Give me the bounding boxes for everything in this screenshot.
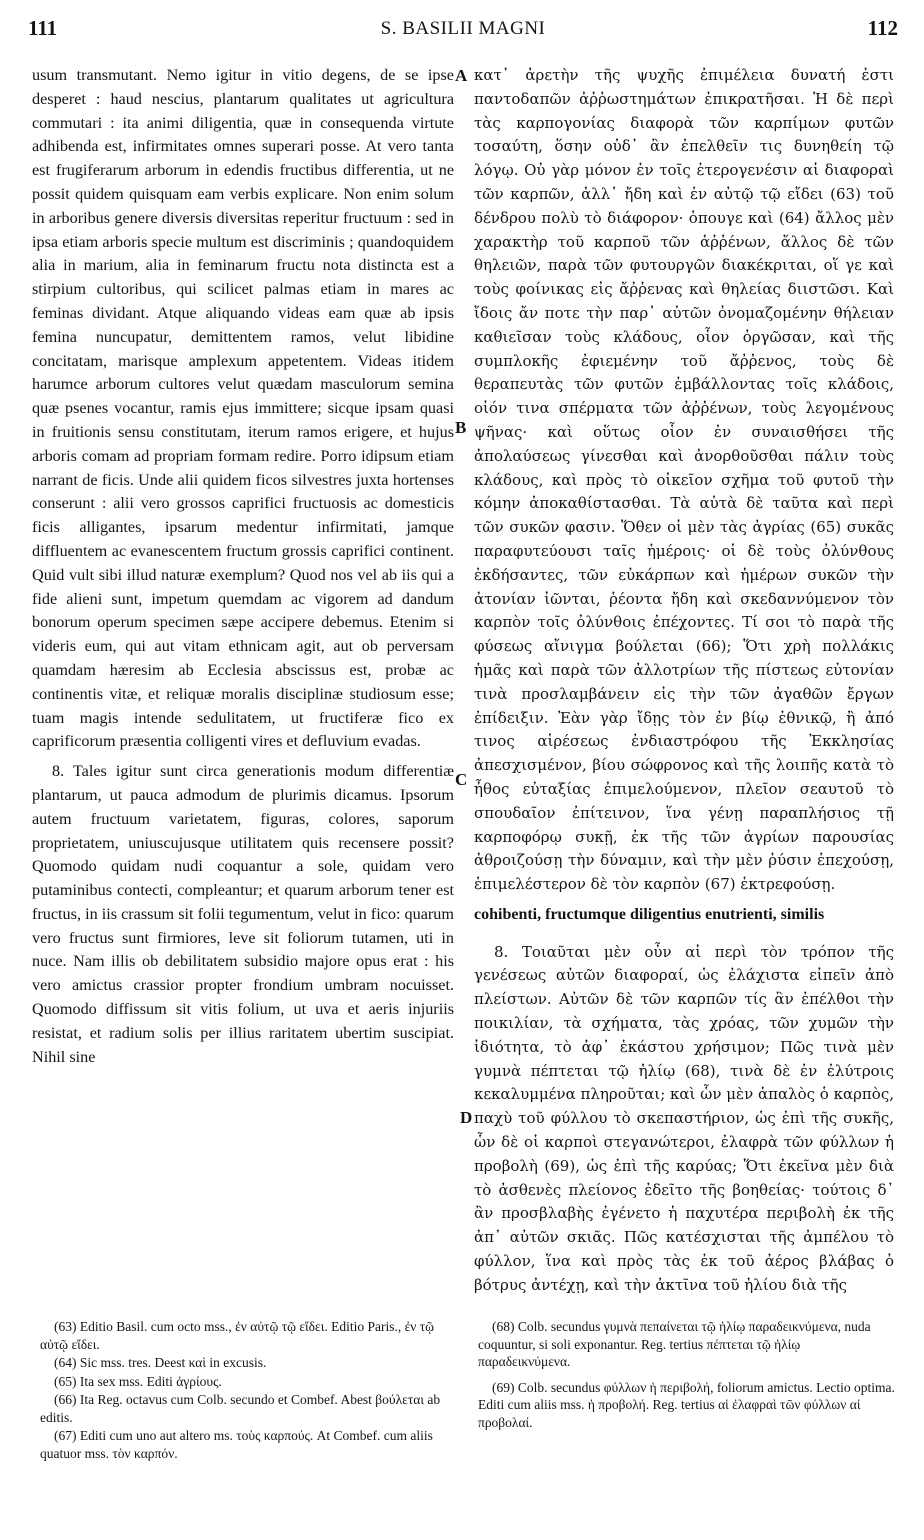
footnote-66: (66) Ita Reg. octavus cum Colb. secundo et Combef. Abest βούλεται ab editis. xyxy=(40,1392,441,1425)
footnote-69: (69) Colb. secundus φύλλων ἡ περιβολή, foliorum amictus. Lectio optima. Editi cum aliis mss. ἡ προβολή. Reg. tertius αἱ ἐλαφραὶ τῶν φύλλων αἱ προβολαί. xyxy=(478,1379,895,1430)
footnote-67: (67) Editi cum uno aut altero ms. τοὺς καρπούς. At Combef. cum aliis quatuor mss. τὸν καρπόν. xyxy=(40,1428,433,1461)
footnote-63: (63) Editio Basil. cum octo mss., ἐν αὐτῷ τῷ εἴδει. Editio Paris., ἐν τῷ αὐτῷ εἴδει. xyxy=(40,1319,435,1352)
footnote-68: (68) Colb. secundus γυμνὰ πεπαίνεται τῷ ἡλίῳ παραδεικνύμενα, nuda coquuntur, si soli exponantur. Reg. tertius πέπτεται τῷ ἡλίῳ παραδεικνύμενα. xyxy=(478,1319,871,1369)
footnotes-right xyxy=(478,1318,896,1439)
latin-paragraph-1: usum transmutant. Nemo igitur in vitio degens, de se ipse desperet : haud nescius, plantarum qualitates ut agricultura commutari : ita animi diligentia, quæ in consequenda virtute adhibenda est, infirmitates omnes superari posse. At vero tanta est frugiferarum arborum in edendis fructibus differentia, ut ne possit quidem quisquam eam verbis explicare. Non enim solum in arboribus genere diversis diversitas reperitur fructuum : sed in ipsa etiam arboris specie multum est discriminis ; quandoquidem alia in marium, alia in feminarum fructu nota distincta est a stirpium cultoribus, qui scilicet palmas etiam in mares ac feminas dividant. Atque aliquando videas eam quæ ab ipsis femina nuncupatur, demittentem ramos, velut libidine concitatam, marisque amplexum appetentem. Videas itidem harumce arborum cultores velut quædam masculorum semina quæ psenes vocantur, ramis ejus immittere; sicque ipsam quasi in fruitionis sensu constitutam, iterum ramos erigere, et hujus arboris comam ad propriam formam redire. Porro idipsum etiam narrant de ficis. Unde alii quidem ficos silvestres juxta hortenses conserunt : alii vero grossos caprifici fructuosis ac domesticis ficis alligantes, ipsarum medentur infirmitati, jamque diffluentem ac evanescentem fructum grossis caprifici continent. Quid vult sibi illud naturæ exemplum? Quod nos vel ab iis qui a fide alieni sunt, impetum quemdam ac vigorem ad dandum bonorum operum specimen sæpe accipere debemus. Etenim si videris eum, qui aut vitam ethnicam agit, aut ob perversam quamdam hæresim ab Ecclesia abscissus est, probæ ac continentis vitæ, et reliquæ moralis disciplinæ studiosum esse; tuam magis intende sedulitatem, ut fructiferæ fico ex caprificorum præsentia colligenti vires et defluvium evadas. xyxy=(32,66,454,751)
greek-paragraph-8: 8. Τοιαῦται μὲν οὖν αἱ περὶ τὸν τρόπον τῆς γενέσεως αὐτῶν διαφοραί, ὡς ἐλάχιστα εἰπεῖν ἀπὸ πλείστων. Αὐτῶν δὲ τῶν καρπῶν τίς ἂν ἐπέλθοι τὴν ποικιλίαν, τὰ σχήματα, τὰς χρόας, τῶν χυμῶν τὴν ἰδιότητα, τὸ ἀφ᾽ ἑκάστου χρήσιμον; Πῶς τινὰ μὲν γυμνὰ πέπτεται τῷ ἡλίῳ (68), τινὰ δὲ ἐν ἐλύτροις κεκαλυμμένα πληροῦται; καὶ ὧν μὲν ἁπαλὸς ὁ καρπὸς, παχὺ τοῦ φύλλου τὸ σκεπαστήριον, ὡς ἐπὶ τῆς συκῆς, ὧν δὲ οἱ καρποὶ στεγανώτεροι, ἐλαφρὰ τῶν φύλλων ἡ προβολὴ (69), ὡς ἐπὶ τῆς καρύας; Ὅτι ἐκεῖνα μὲν διὰ τὸ ἀσθενὲς πλείονος ἐδεῖτο τῆς βοηθείας· τούτοις δ᾽ ἂν προσβλαβὴς ἐγένετο ἡ παχυτέρα περιβολὴ ἐκ τῆς ἀπ᾽ αὐτῶν σκιᾶς. Πῶς κατέσχισται τῆς ἀμπέλου τὸ φύλλον, ἵνα καὶ πρὸς τὰς ἐκ τοῦ ἀέρος βλάβας ὁ βότρυς ἀντέχῃ, καὶ τὴν ἀκτῖνα τοῦ ἡλίου διὰ τῆς xyxy=(474,942,894,1294)
footnotes-left xyxy=(40,1318,454,1463)
footnote-64: (64) Sic mss. tres. Deest καὶ in excusis. xyxy=(54,1355,267,1370)
greek-column xyxy=(474,64,894,1304)
latin-paragraph-8: 8. Tales igitur sunt circa generationis modum differentiæ plantarum, ut pauca admodum de plurimis dicamus. Ipsorum autem fructuum varietatem, figuras, colores, saporum proprietatem, uniuscujusque utilitatem quis recensere possit? Quomodo quidam nudi coquantur a sole, quidam vero putaminibus contecti, compleantur; et quarum arborum tener est fructus, in iis crassum sit folii tegumentum, velut in fico: quarum vero fructus sunt firmiores, leve sit foliorum tutamen, uti in nuce. Nam illis ob debilitatem subsidio majore opus erat : his vero amictus crassior propter frondium umbram nocuisset. Quomodo diffissum sit vitis folium, ut uva et aeris injuriis resistat, et radium solis per illius raritatem ubertim suscipiat. Nihil sine xyxy=(32,762,454,1066)
running-title: S. BASILII MAGNI xyxy=(380,18,546,39)
footnote-65: (65) Ita sex mss. Editi ἀγρίους. xyxy=(54,1373,222,1389)
margin-letter-d: D xyxy=(460,1108,473,1127)
margin-letter-a: A xyxy=(455,66,468,85)
page-number-left: 111 xyxy=(28,16,58,40)
margin-letter-b: B xyxy=(455,418,467,437)
latin-tail-line: cohibenti, fructumque diligentius enutrienti, similis xyxy=(474,905,825,923)
page-header xyxy=(28,16,898,56)
greek-paragraph-1: κατ᾽ ἀρετὴν τῆς ψυχῆς ἐπιμέλεια δυνατή ἐστι παντοδαπῶν ἀῤῥωστημάτων ἐπικρατῆσαι. Ἡ δὲ περὶ τὰς καρπογονίας διαφορὰ τῶν καρπίμων φυτῶν τοσαύτη, ὅσην οὐδ᾽ ἂν ἐπελθεῖν τις δυνηθείη τῷ λόγῳ. Οὐ γὰρ μόνον ἐν τοῖς ἑτερογενέσιν αἱ διαφοραὶ τῶν καρπῶν, ἀλλ᾽ ἤδη καὶ ἐν αὐτῷ τῷ εἴδει (63) τοῦ δένδρου πολὺ τὸ διάφορον· ὁπουγε καὶ (64) ἄλλος μὲν χαρακτὴρ τοῦ καρποῦ τῶν ἀῤῥένων, ἄλλος δὲ τῶν θηλειῶν, παρὰ τῶν φυτουργῶν διακέκριται, οἵ γε καὶ τοὺς φοίνικας εἰς ἄῤῥενας καὶ θηλείας διιστῶσι. Καὶ ἴδοις ἄν ποτε τὴν παρ᾽ αὐτῶν ὀνομαζομένην θήλειαν καθιεῖσαν τοὺς κλάδους, οἷον ὀργῶσαν, καὶ τῆς συμπλοκῆς ἐφιεμένην τοῦ ἄῤῥενος, τοὺς δὲ θεραπευτὰς τῶν φυτῶν ἐμβάλλοντας τοῖς κλάδοις, οἱόν τινα σπέρματα τῶν ἀῤῥένων, τοὺς λεγομένους ψῆνας· καὶ οὕτως οἷον ἐν συναισθήσει τῆς ἀπολαύσεως γίνεσθαι καὶ ἀνορθοῦσθαι πάλιν τοὺς κλάδους, καὶ πρὸς τὸ οἰκεῖον σχῆμα τοῦ φυτοῦ τὴν κόμην ἀποκαθίστασθαι. Τὰ αὐτὰ δὲ ταῦτα καὶ περὶ τῶν συκῶν φασιν. Ὅθεν οἱ μὲν τὰς ἀγρίας (65) συκᾶς παραφυτεύουσι ταῖς ἡμέροις· οἱ δὲ τοὺς ὀλύνθους ἐκδήσαντες, τῶν εὐκάρπων καὶ ἡμέρων συκῶν τὴν ἀτονίαν ἰῶνται, ῥέοντα ἤδη καὶ σκεδαννύμενον τὸν καρπὸν τοῖς ὀλύνθοις ἐπέχοντες. Τί σοι τὸ παρὰ τῆς φύσεως αἴνιγμα βούλεται (66); Ὅτι χρὴ πολλάκις ἡμᾶς καὶ παρὰ τῶν ἀλλοτρίων τῆς πίστεως εὐτονίαν τινὰ προσλαμβάνειν εἰς τὴν τῶν ἀγαθῶν ἔργων ἐπίδειξιν. Ἐὰν γὰρ ἴδῃς τὸν ἐν βίῳ ἐθνικῷ, ἢ ἀπό τινος αἱρέσεως ἐνδιαστρόφου τῆς Ἐκκλησίας ἀπεσχισμένον, βίου σώφρονος καὶ τῆς λοιπῆς κατὰ τὸ ἦθος εὐταξίας ἐπιμελούμενον, πλεῖον σεαυτοῦ τὸ σπουδαῖον ἐπίτεινον, ἵνα γένῃ παραπλήσιος τῇ καρποφόρῳ συκῇ, ἐκ τῆς τῶν ἀγρίων παρουσίας ἀθροιζούσῃ τὴν δύναμιν, καὶ τὴν μὲν ῥύσιν ἐπεχούσῃ, ἐπιμελέστερον δὲ τὸν καρπὸν (67) ἐκτρεφούσῃ. xyxy=(474,66,894,894)
page-number-right: 112 xyxy=(867,16,898,40)
latin-column xyxy=(32,64,454,1075)
margin-letter-c: C xyxy=(455,770,468,789)
